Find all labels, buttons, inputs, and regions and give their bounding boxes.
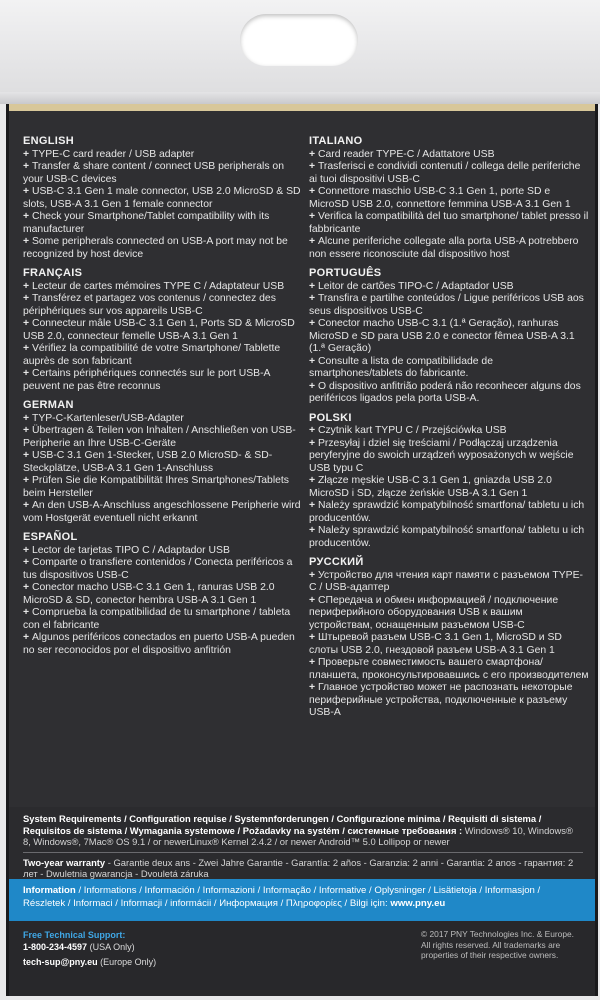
feature-item: + Устройство для чтения карт памяти с разъемом TYPE-C / USB-адаптер: [309, 570, 589, 595]
language-heading: ITALIANO: [309, 135, 363, 147]
information-label: Information: [23, 885, 76, 896]
feature-item: + СПередача и обмен информацией / подключение периферийного оборудования USB к вашим устройствам, оснащенным разъемом USB-C: [309, 595, 589, 633]
feature-item: + USB-C 3.1 Gen 1-Stecker, USB 2.0 MicroSD- & SD-Steckplätze, USB-A 3.1 Gen 1-Anschluss: [23, 450, 303, 475]
feature-item: + Check your Smartphone/Tablet compatibility with its manufacturer: [23, 211, 303, 236]
feature-item: + Lecteur de cartes mémoires TYPE C / Adaptateur USB: [23, 281, 303, 294]
warranty-value: - Garantie deux ans - Zwei Jahre Garantie - Garantía: 2 años - Garanzia: 2 anni - Garantia: 2 anos - гарантия: 2 лет - Dwuletnia gwarancja - Dvouletá záruka: [23, 856, 574, 879]
feature-item: + USB-C 3.1 Gen 1 male connector, USB 2.0 MicroSD & SD slots, USB-A 3.1 Gen 1 female connector: [23, 186, 303, 211]
feature-item: + Card reader TYPE-C / Adattatore USB: [309, 149, 589, 162]
package-top-edge: [9, 104, 595, 111]
divider: [23, 852, 583, 853]
feature-item: + Lector de tarjetas TIPO C / Adaptador USB: [23, 545, 303, 558]
feature-item: + Transfer & share content / connect USB peripherals on your USB-C devices: [23, 161, 303, 186]
feature-item: + Штыревой разъем USB-C 3.1 Gen 1, MicroSD и SD слоты USB 2.0, гнездовой разъем USB-A 3.1 Gen 1: [309, 632, 589, 657]
package-back-card: [6, 104, 598, 996]
feature-item: + Należy sprawdzić kompatybilność smartfona/ tabletu u ich producentów.: [309, 500, 589, 525]
feature-item: + Certains périphériques connectés sur le port USB-A peuvent ne pas être reconnus: [23, 368, 303, 393]
right-language-column: [309, 135, 589, 720]
information-band: [9, 879, 595, 921]
language-heading: ESPAÑOL: [23, 531, 78, 543]
hanger-hole: [240, 14, 358, 66]
warranty-text: [23, 857, 583, 880]
system-requirements-value: Windows® 10, Windows® 8, Windows®, 7Mac® OS 9.1 / or newerLinux® Kernel 2.4.2 / or newer Android™ 5.0 Lollipop or newer: [23, 824, 573, 847]
feature-item: + Connecteur mâle USB-C 3.1 Gen 1, Ports SD & MicroSD USB 2.0, connecteur femelle USB-A 3.1 Gen 1: [23, 318, 303, 343]
feature-item: + Consulte a lista de compatibilidade de smartphones/tablets do fabricante.: [309, 356, 589, 381]
system-requirements-label: System Requirements / Configuration requise / Systemnforderungen / Configurazione minima / Requisiti di sistema / Requisitos de sistema / Wymagania systemowe / Požadavky na systém / системные требования :: [23, 813, 542, 836]
support-email-note: (Europe Only): [100, 957, 157, 967]
feature-item: + Prüfen Sie die Kompatibilität Ihres Smartphones/Tablets beim Hersteller: [23, 475, 303, 500]
support-footer: [9, 921, 595, 996]
left-language-column: [23, 135, 303, 657]
information-url: www.pny.eu: [390, 897, 446, 909]
feature-item: + Transférez et partagez vos contenus / connectez des périphériques sur vos appareils USB-C: [23, 293, 303, 318]
feature-item: + TYPE-C card reader / USB adapter: [23, 149, 303, 162]
feature-item: + Übertragen & Teilen von Inhalten / Anschließen von USB-Peripherie an Ihre USB-C-Geräte: [23, 425, 303, 450]
feature-item: + O dispositivo anfitrião poderá não reconhecer alguns dos periféricos ligados pela porta USB-A.: [309, 381, 589, 406]
information-text: / Informations / Información / Informazioni / Informação / Informative / Oplysninger / Lisätietoja / Informasjon / Részletek / Informaci / Informacji / informácii / Информация / Πληροφορίες / Bilgi için:: [23, 885, 541, 909]
package-hanger-tab: [0, 0, 600, 104]
feature-item: + TYP-C-Kartenleser/USB-Adapter: [23, 413, 303, 426]
system-requirements-section: [9, 807, 595, 879]
support-phone-note: (USA Only): [89, 942, 135, 952]
feature-item: + Alcune periferiche collegate alla porta USB-A potrebbero non essere riconosciute dal dispositivo host: [309, 236, 589, 261]
feature-item: + Главное устройство может не распознать некоторые периферийные устройства, подключенные к разъему USB-A: [309, 682, 589, 720]
feature-item: + Vérifiez la compatibilité de votre Smartphone/ Tablette auprès de son fabricant: [23, 343, 303, 368]
feature-item: + Conector macho USB-C 3.1 Gen 1, ranuras USB 2.0 MicroSD & SD, conector hembra USB-A 3.1 Gen 1: [23, 582, 303, 607]
feature-item: + Verifica la compatibilità del tuo smartphone/ tablet presso il fabbricante: [309, 211, 589, 236]
hanger-ridge: [0, 92, 600, 104]
feature-item: + Złącze męskie USB-C 3.1 Gen 1, gniazda USB 2.0 MicroSD i SD, złącze żeńskie USB-A 3.1 Gen 1: [309, 475, 589, 500]
language-heading: FRANÇAIS: [23, 267, 83, 279]
feature-item: + Connettore maschio USB-C 3.1 Gen 1, porte SD e MicroSD USB 2.0, connettore femmina USB-A 3.1 Gen 1: [309, 186, 589, 211]
feature-text-area: [9, 111, 595, 807]
copyright-notice: © 2017 PNY Technologies Inc. & Europe. All rights reserved. All trademarks are properties of their respective owners.: [421, 929, 574, 960]
language-heading: GERMAN: [23, 399, 74, 411]
feature-item: + Trasferisci e condividi contenuti / collega delle periferiche ai tuoi dispositivi USB-C: [309, 161, 589, 186]
feature-item: + Należy sprawdzić kompatybilność smartfona/ tabletu u ich producentów.: [309, 525, 589, 550]
feature-item: + Проверьте совместимость вашего смартфона/планшета, проконсультировавшись с его производителем: [309, 657, 589, 682]
support-title: Free Technical Support:: [23, 930, 126, 940]
feature-item: + Czytnik kart TYPU C / Przejściówka USB: [309, 425, 589, 438]
feature-item: + An den USB-A-Anschluss angeschlossene Peripherie wird vom Hostgerät eventuell nicht erkannt: [23, 500, 303, 525]
feature-item: + Conector macho USB-C 3.1 (1.ª Geração), ranhuras MicroSD e SD para USB 2.0 e conector fêmea USB-A 3.1 (1.ª Geração): [309, 318, 589, 356]
feature-item: + Some peripherals connected on USB-A port may not be recognized by host device: [23, 236, 303, 261]
language-heading: ENGLISH: [23, 135, 74, 147]
support-email: tech-sup@pny.eu: [23, 957, 98, 967]
feature-item: + Przesyłaj i dziel się treściami / Podłączaj urządzenia peryferyjne do swoich urządzeń wyposażonych w wejście USB typu C: [309, 438, 589, 476]
support-phone: 1-800-234-4597: [23, 942, 88, 952]
language-heading: РУССКИЙ: [309, 556, 364, 568]
system-requirements-text: [23, 813, 583, 848]
language-heading: PORTUGUÊS: [309, 267, 382, 279]
feature-item: + Algunos periféricos conectados en puerto USB-A pueden no ser reconocidos por el dispositivo anfitrión: [23, 632, 303, 657]
feature-item: + Comprueba la compatibilidad de tu smartphone / tableta con el fabricante: [23, 607, 303, 632]
feature-item: + Comparte o transfiere contenidos / Conecta periféricos a tus dispositivos USB-C: [23, 557, 303, 582]
language-heading: POLSKI: [309, 411, 352, 424]
technical-support-block: [23, 929, 283, 968]
feature-item: + Transfira e partilhe conteúdos / Ligue periféricos USB aos seus dispositivos USB-C: [309, 293, 589, 318]
warranty-label: Two-year warranty: [23, 856, 106, 868]
feature-item: + Leitor de cartões TIPO-C / Adaptador USB: [309, 281, 589, 294]
